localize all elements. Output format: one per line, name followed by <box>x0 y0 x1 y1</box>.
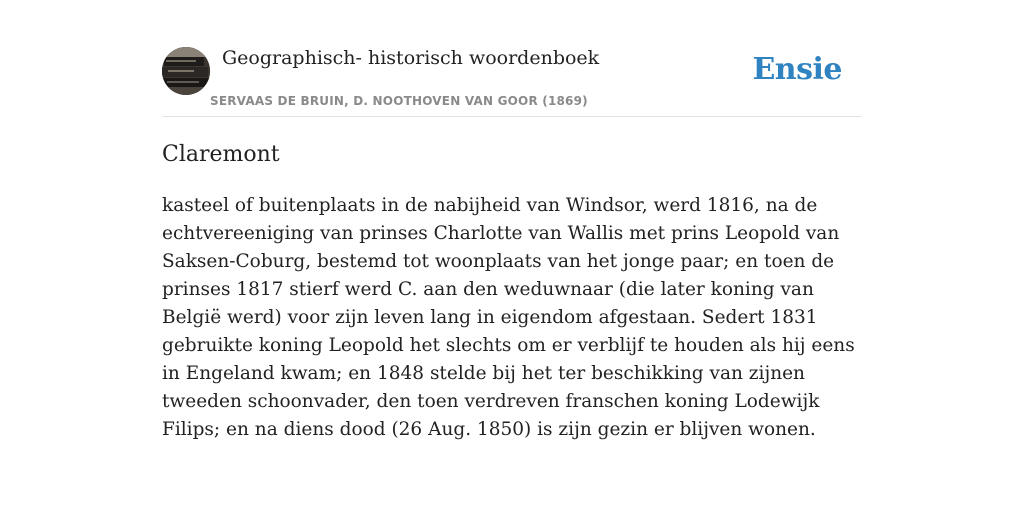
book-cover-image <box>162 47 210 95</box>
ensie-logo[interactable]: Ensie <box>752 52 842 87</box>
entry-title: Claremont <box>162 142 280 167</box>
book-authors: SERVAAS DE BRUIN, D. NOOTHOVEN VAN GOOR (1869) <box>210 94 588 108</box>
book-header <box>162 40 862 117</box>
book-title[interactable]: Geographisch- historisch woordenboek <box>222 47 600 69</box>
book-cover-icon[interactable] <box>162 47 210 95</box>
entry-body: kasteel of buitenplaats in de nabijheid van Windsor, werd 1816, na de echtvereeniging van prinses Charlotte van Wallis met prins Leopold van Saksen-Coburg, bestemd tot woonplaats van het jonge paar; en toen de prinses 1817 stierf werd C. aan den weduwnaar (die later koning van België werd) voor zijn leven lang in eigendom afgestaan. Sedert 1831 gebruikte koning Leopold het slechts om er verblijf te houden als hij eens in Engeland kwam; en 1848 stelde bij het ter beschikking van zijnen tweeden schoonvader, den toen verdreven franschen koning Lodewijk Filips; en na diens dood (26 Aug. 1850) is zijn gezin er blijven wonen. <box>162 195 855 440</box>
